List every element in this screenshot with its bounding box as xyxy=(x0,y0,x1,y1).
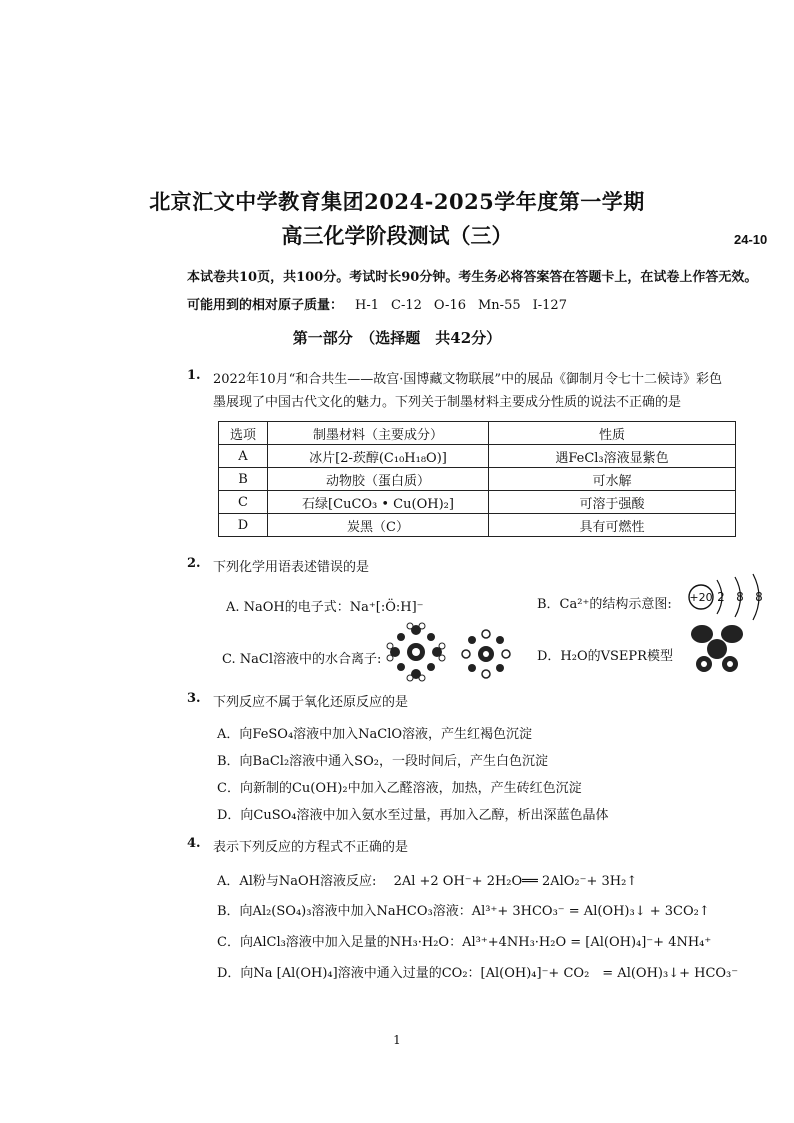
q2-option-b: B．Ca²⁺的结构示意图: xyxy=(537,597,672,612)
q4-option-c: C．向AlCl₃溶液中加入足量的NH₃·H₂O：Al³⁺+4NH₃·H₂O = [Al(OH)₄]⁻+ 4NH₄⁺ xyxy=(217,935,712,950)
table-header-material: 制墨材料（主要成分） xyxy=(268,422,489,445)
q3-option-d: D．向CuSO₄溶液中加入氨水至过量，再加入乙醇，析出深蓝色晶体 xyxy=(217,808,609,823)
table-row xyxy=(219,468,736,491)
table-cell: 冰片[2-莰醇(C₁₀H₁₈O)] xyxy=(268,445,489,468)
q3-option-b: B．向BaCl₂溶液中通入SO₂，一段时间后，产生白色沉淀 xyxy=(217,754,548,769)
table-header-option: 选项 xyxy=(219,422,268,445)
hydrated-ions-image xyxy=(386,622,516,682)
exam-subtitle: 高三化学阶段测试（三） xyxy=(281,223,513,248)
q3-option-a: A．向FeSO₄溶液中加入NaClO溶液，产生红褐色沉淀 xyxy=(217,727,533,742)
table-cell: 具有可燃性 xyxy=(489,514,736,537)
q3-option-c: C．向新制的Cu(OH)₂中加入乙醛溶液，加热，产生砖红色沉淀 xyxy=(217,781,582,796)
atomic-mass-label: 可能用到的相对原子质量： xyxy=(187,298,344,313)
ca-shell-count: 8 xyxy=(736,590,744,604)
q4-text: 表示下列反应的方程式不正确的是 xyxy=(213,840,409,855)
ca-shell-count: 8 xyxy=(755,590,763,604)
table-header-property: 性质 xyxy=(489,422,736,445)
table-cell: 遇FeCl₃溶液显紫色 xyxy=(489,445,736,468)
q3-number: 3. xyxy=(187,691,201,706)
table-cell: B xyxy=(219,468,268,491)
table-cell: A xyxy=(219,445,268,468)
hydrated-anion xyxy=(462,630,510,678)
q4-option-b: B．向Al₂(SO₄)₃溶液中加入NaHCO₃溶液：Al³⁺+ 3HCO₃⁻ = Al(OH)₃↓ + 3CO₂↑ xyxy=(217,904,710,919)
table-header-row xyxy=(219,422,736,445)
q1-text-line1: 2022年10月“和合共生——故宫·国博藏文物联展”中的展品《御制月令七十二候诗》彩色 xyxy=(213,372,723,387)
ca-ion-structure-diagram xyxy=(683,572,775,622)
exam-title: 北京汇文中学教育集团2024-2025学年度第一学期 xyxy=(149,189,645,214)
q2-number: 2. xyxy=(187,556,201,571)
ca-shell-count: 2 xyxy=(717,590,725,604)
mass-o: O-16 xyxy=(433,298,466,313)
q2-text: 下列化学用语表述错误的是 xyxy=(213,560,370,575)
q1-text-line2: 墨展现了中国古代文化的魅力。下列关于制墨材料主要成分性质的说法不正确的是 xyxy=(213,395,682,410)
exam-code: 24-10 xyxy=(734,232,768,247)
mass-i: I-127 xyxy=(532,298,567,313)
hydrated-cation xyxy=(387,623,445,681)
table-cell: D xyxy=(219,514,268,537)
q3-text: 下列反应不属于氧化还原反应的是 xyxy=(213,695,409,710)
table-cell: 炭黑（C） xyxy=(268,514,489,537)
table-row xyxy=(219,491,736,514)
q1-table xyxy=(218,421,736,537)
mass-mn: Mn-55 xyxy=(478,298,521,313)
mass-h: H-1 xyxy=(355,298,380,313)
q2-option-d: D．H₂O的VSEPR模型 xyxy=(537,649,673,664)
table-cell: 动物胶（蛋白质） xyxy=(268,468,489,491)
atomic-mass-line xyxy=(187,294,567,313)
table-row xyxy=(219,514,736,537)
table-row xyxy=(219,445,736,468)
table-cell: C xyxy=(219,491,268,514)
q2-option-a: A. NaOH的电子式：Na⁺[:Ö:H]⁻ xyxy=(226,600,424,615)
vsepr-model-image xyxy=(690,622,744,676)
q2-option-c: C. NaCl溶液中的水合离子: xyxy=(222,652,382,667)
page-number: 1 xyxy=(393,1033,401,1047)
q4-number: 4. xyxy=(187,836,201,851)
table-cell: 石绿[CuCO₃ • Cu(OH)₂] xyxy=(268,491,489,514)
part1-title: 第一部分 （选择题 共42分） xyxy=(292,329,502,347)
exam-info: 本试卷共10页，共100分。考试时长90分钟。考生务必将答案答在答题卡上，在试卷上作答无效。 xyxy=(187,270,758,285)
table-cell: 可溶于强酸 xyxy=(489,491,736,514)
q4-option-d: D．向Na [Al(OH)₄]溶液中通入过量的CO₂：[Al(OH)₄]⁻+ CO₂ = Al(OH)₃↓+ HCO₃⁻ xyxy=(217,966,739,981)
ca-nucleus-label: +20 xyxy=(689,591,713,604)
table-cell: 可水解 xyxy=(489,468,736,491)
mass-c: C-12 xyxy=(391,298,422,313)
q4-option-a: A．Al粉与NaOH溶液反应: 2Al +2 OH⁻+ 2H₂O══ 2AlO₂⁻+ 3H₂↑ xyxy=(217,874,638,889)
q1-number: 1. xyxy=(187,368,201,383)
